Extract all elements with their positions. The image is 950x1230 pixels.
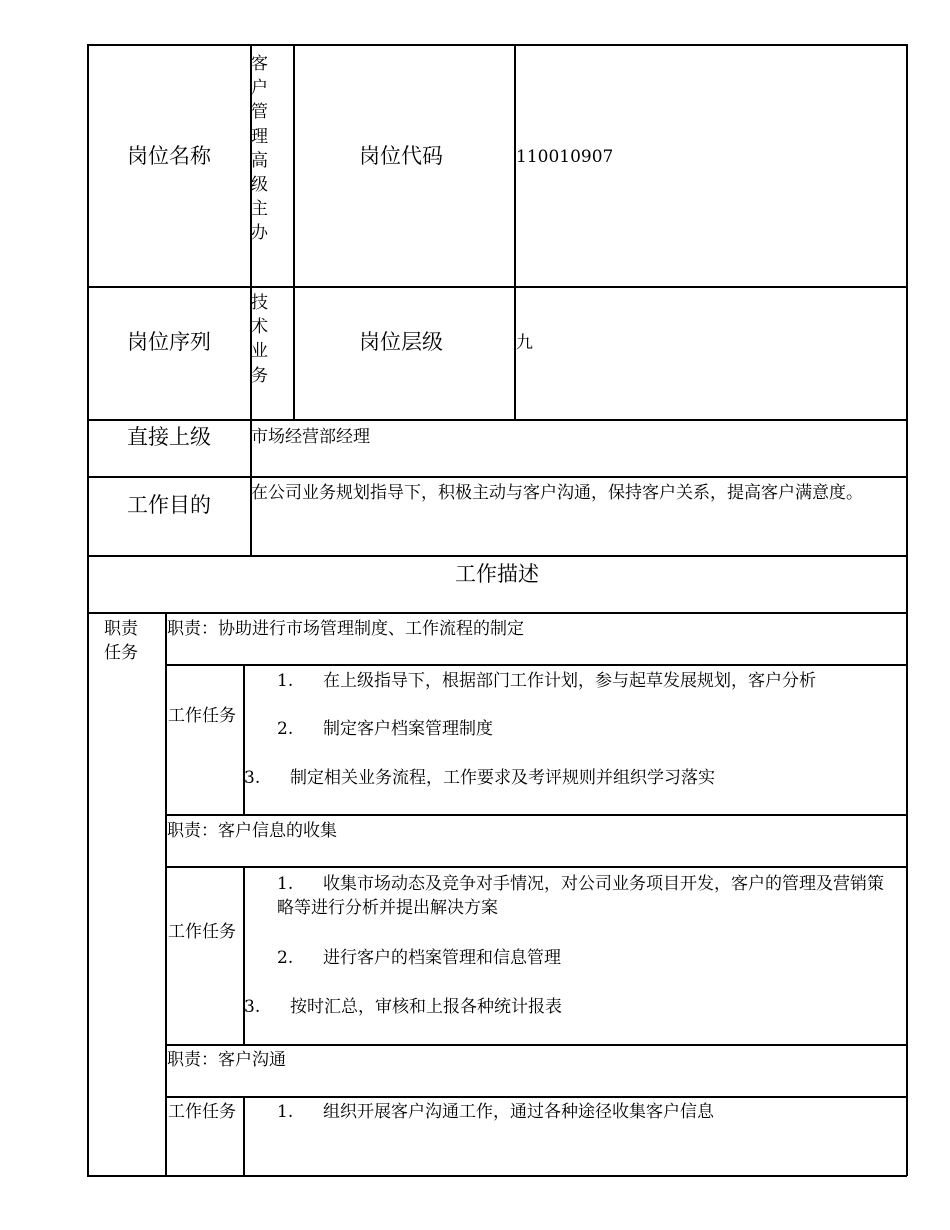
position-level-label: 岗位层级: [359, 330, 443, 354]
supervisor-label: 直接上级: [127, 425, 211, 449]
task-item: [244, 766, 715, 790]
task-number: 1.: [277, 874, 294, 894]
task-label: 工作任务: [168, 922, 236, 942]
position-series-label: 岗位序列: [127, 330, 211, 354]
divider: [165, 866, 907, 868]
purpose-value: 在公司业务规划指导下，积极主动与客户沟通，保持客户关系，提高客户满意度。: [251, 483, 863, 503]
section-title: 工作描述: [455, 562, 539, 586]
border-left: [87, 44, 89, 1176]
divider: [165, 612, 167, 1176]
border-top: [87, 44, 907, 46]
position-code-label: 岗位代码: [359, 144, 443, 168]
task-item: [277, 669, 816, 693]
divider: [165, 664, 907, 666]
supervisor-value: 市场经营部经理: [251, 427, 370, 447]
task-number: 1.: [277, 671, 294, 691]
task-item: [277, 872, 897, 920]
task-text: 按时汇总，审核和上报各种统计报表: [290, 997, 562, 1017]
purpose-label: 工作目的: [127, 493, 211, 517]
task-text: 组织开展客户沟通工作，通过各种途径收集客户信息: [323, 1102, 714, 1122]
divider: [293, 44, 295, 420]
task-text: 在上级指导下，根据部门工作计划，参与起草发展规划，客户分析: [323, 671, 816, 691]
divider: [165, 1096, 907, 1098]
task-label: 工作任务: [168, 706, 236, 726]
duty-title: 职责：协助进行市场管理制度、工作流程的制定: [167, 619, 524, 639]
divider: [165, 814, 907, 816]
task-number: 1.: [277, 1102, 294, 1122]
task-item: [277, 946, 561, 970]
border-right: [906, 44, 908, 1176]
task-text: 制定相关业务流程，工作要求及考评规则并组织学习落实: [290, 768, 715, 788]
position-level-value: 九: [516, 333, 533, 353]
task-item: [277, 717, 493, 741]
divider: [87, 286, 907, 288]
task-text: 收集市场动态及竞争对手情况，对公司业务项目开发，客户的管理及营销策略等进行分析并提出解决方案: [277, 874, 884, 918]
divider: [87, 555, 907, 557]
task-item: [244, 995, 562, 1019]
duties-side-label: 职责任务: [104, 619, 138, 663]
task-number: 3.: [244, 997, 261, 1017]
border-bottom: [87, 1175, 907, 1177]
position-series-value: 技术业务: [251, 293, 268, 386]
task-label: 工作任务: [168, 1102, 236, 1122]
task-item: [277, 1100, 714, 1124]
divider: [243, 1096, 245, 1176]
divider: [243, 664, 245, 815]
duty-title: 职责：客户沟通: [167, 1050, 286, 1070]
divider: [87, 419, 907, 421]
task-number: 2.: [277, 948, 294, 968]
task-text: 制定客户档案管理制度: [323, 719, 493, 739]
duty-title: 职责：客户信息的收集: [167, 821, 337, 841]
position-name-value: 客户管理高级主办: [251, 54, 268, 244]
divider: [87, 612, 907, 614]
divider: [165, 1044, 907, 1046]
divider: [87, 476, 907, 478]
task-number: 3.: [244, 768, 261, 788]
divider: [514, 44, 516, 420]
task-number: 2.: [277, 719, 294, 739]
position-name-label: 岗位名称: [127, 144, 211, 168]
position-code-value: 110010907: [516, 147, 614, 167]
task-text: 进行客户的档案管理和信息管理: [323, 948, 561, 968]
